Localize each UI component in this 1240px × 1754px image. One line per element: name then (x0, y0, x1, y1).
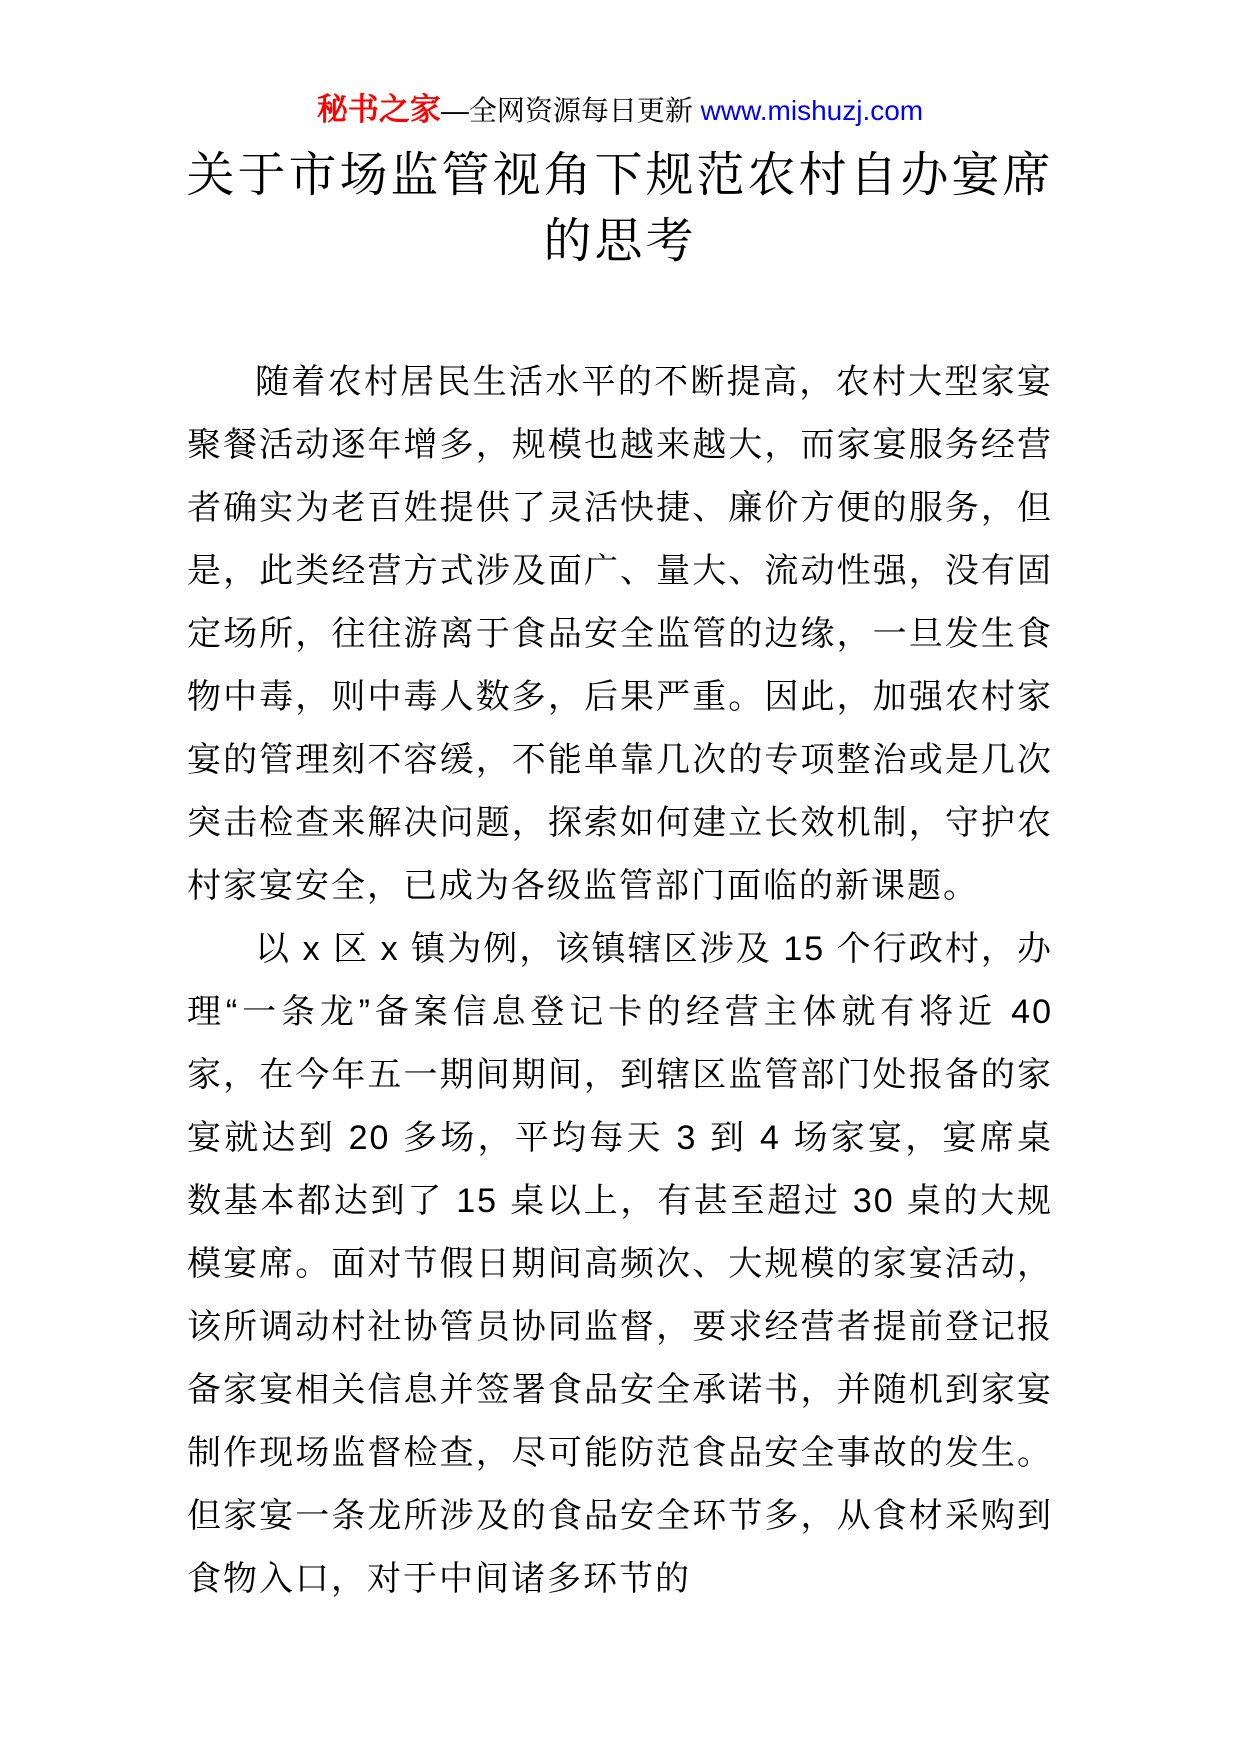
site-name: 秘书之家 (316, 92, 441, 127)
site-url-link[interactable]: www.mishuzj.com (700, 95, 924, 126)
document-body (187, 351, 1053, 1611)
paragraph-1: 随着农村居民生活水平的不断提高，农村大型家宴聚餐活动逐年增多，规模也越来越大，而家宴服务经营者确实为老百姓提供了灵活快捷、廉价方便的服务，但是，此类经营方式涉及面广、量大、流动性强，没有固定场所，往往游离于食品安全监管的边缘，一旦发生食物中毒，则中毒人数多，后果严重。因此，加强农村家宴的管理刻不容缓，不能单靠几次的专项整治或是几次突击检查来解决问题，探索如何建立长效机制，守护农村家宴安全，已成为各级监管部门面临的新课题。 (187, 363, 1053, 905)
promo-header (0, 0, 1240, 133)
document-title: 关于市场监管视角下规范农村自办宴席的思考 (186, 149, 1054, 268)
paragraph-2: 以 x 区 x 镇为例，该镇辖区涉及 15 个行政村，办理“一条龙”备案信息登记卡的经营主体就有将近 40 家，在今年五一期间期间，到辖区监管部门处报备的家宴就达到 20 多场，平均每天 3 到 4 场家宴，宴席桌数基本都达到了 15 桌以上，有甚至超过 30 桌的大规模宴席。面对节假日期间高频次、大规模的家宴活动，该所调动村社协管员协同监督，要求经营者提前登记报备家宴相关信息并签署食品安全承诺书，并随机到家宴制作现场监督检查，尽可能防范食品安全事故的发生。但家宴一条龙所涉及的食品安全环节多，从食材采购到食物入口，对于中间诸多环节的 (187, 930, 1053, 1598)
site-tagline: —全网资源每日更新 (440, 95, 701, 126)
